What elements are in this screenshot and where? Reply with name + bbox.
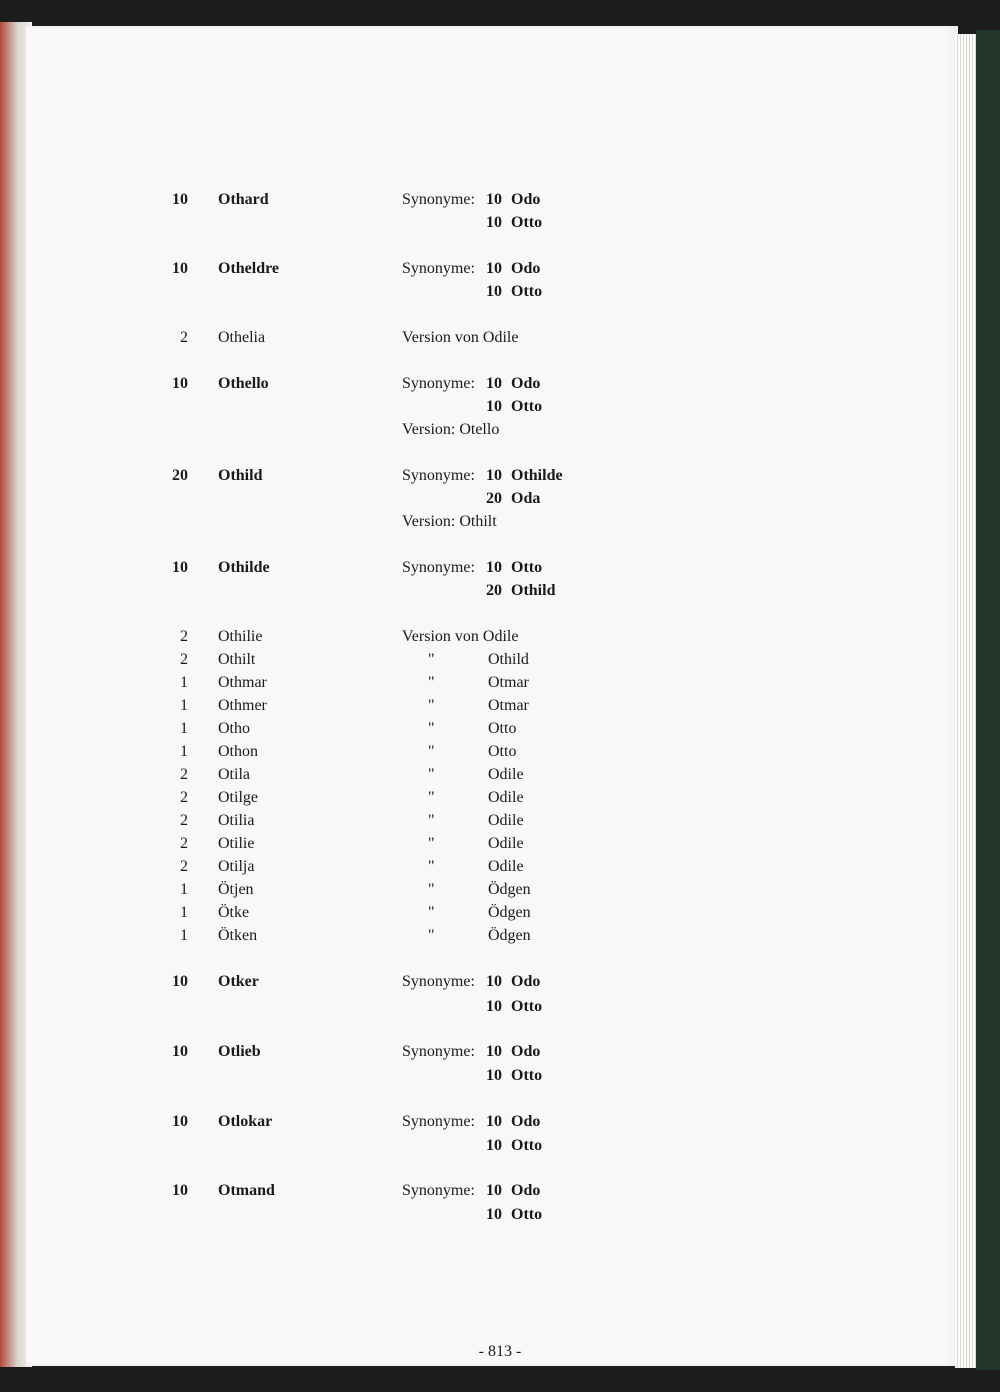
entry-row — [0, 855, 1000, 878]
entry-frequency: 2 — [180, 766, 188, 783]
entry-frequency: 10 — [172, 1043, 188, 1060]
related-frequency: 20 — [486, 582, 502, 599]
entry-label: Synonyme: — [402, 191, 475, 208]
entry-frequency: 2 — [180, 651, 188, 668]
related-frequency: 10 — [486, 1182, 502, 1199]
ditto-mark: " — [428, 858, 435, 875]
related-frequency: 10 — [486, 973, 502, 990]
entry-row — [0, 395, 1000, 418]
entry-name: Othon — [218, 743, 258, 760]
entry-name: Othmar — [218, 674, 267, 691]
entry-row — [0, 832, 1000, 855]
page-number: - 813 - — [478, 1343, 522, 1360]
entry-frequency: 10 — [172, 973, 188, 990]
entry-row — [0, 1040, 1000, 1063]
entry-name: Othmer — [218, 697, 267, 714]
related-name: Otmar — [488, 697, 529, 714]
related-name: Odile — [488, 858, 524, 875]
related-frequency: 10 — [486, 998, 502, 1015]
entry-frequency: 10 — [172, 191, 188, 208]
entry-row — [0, 694, 1000, 717]
entry-label: Synonyme: — [402, 1182, 475, 1199]
entry-row — [0, 1179, 1000, 1202]
related-name: Odile — [488, 812, 524, 829]
related-frequency: 10 — [486, 1113, 502, 1130]
related-name: Odile — [488, 766, 524, 783]
entry-name: Othilde — [218, 559, 270, 576]
related-name: Odo — [511, 1182, 541, 1199]
entry-frequency: 10 — [172, 1182, 188, 1199]
related-name: Otto — [511, 214, 543, 231]
entry-name: Otker — [218, 973, 259, 990]
entry-name: Othard — [218, 191, 269, 208]
entry-frequency: 2 — [180, 812, 188, 829]
entry-name: Othelia — [218, 329, 266, 346]
related-name: Odo — [511, 191, 541, 208]
related-name: Ödgen — [488, 904, 531, 921]
entry-row — [0, 625, 1000, 648]
entry-frequency: 2 — [180, 858, 188, 875]
entry-name: Otila — [218, 766, 250, 783]
related-name: Otto — [511, 1137, 543, 1154]
entry-frequency: 1 — [180, 904, 188, 921]
related-name: Ödgen — [488, 881, 531, 898]
entry-row — [0, 995, 1000, 1018]
ditto-mark: " — [428, 927, 435, 944]
related-name: Ödgen — [488, 927, 531, 944]
entry-frequency: 10 — [172, 559, 188, 576]
entry-row — [0, 786, 1000, 809]
ditto-mark: " — [428, 674, 435, 691]
entry-name: Othilt — [218, 651, 256, 668]
entry-row — [0, 1203, 1000, 1226]
entry-frequency: 20 — [172, 467, 188, 484]
entry-row — [0, 671, 1000, 694]
related-frequency: 10 — [486, 1206, 502, 1223]
entry-name: Otilia — [218, 812, 255, 829]
related-name: Odile — [488, 789, 524, 806]
entry-row — [0, 1064, 1000, 1087]
entry-frequency: 2 — [180, 329, 188, 346]
entry-row — [0, 510, 1000, 533]
related-frequency: 10 — [486, 1137, 502, 1154]
ditto-mark: " — [428, 812, 435, 829]
entry-name: Othello — [218, 375, 269, 392]
related-name: Odile — [488, 835, 524, 852]
entry-label: Version: Otello — [402, 421, 500, 438]
entry-frequency: 10 — [172, 260, 188, 277]
entry-label: Synonyme: — [402, 1113, 475, 1130]
entry-frequency: 10 — [172, 375, 188, 392]
entry-row — [0, 418, 1000, 441]
related-name: Otto — [511, 559, 543, 576]
related-name: Otto — [488, 720, 517, 737]
entry-label: Synonyme: — [402, 973, 475, 990]
related-frequency: 10 — [486, 467, 502, 484]
entry-row — [0, 211, 1000, 234]
entry-frequency: 1 — [180, 881, 188, 898]
related-name: Otto — [511, 998, 543, 1015]
related-frequency: 10 — [486, 1067, 502, 1084]
entry-label: Version von Odile — [402, 628, 519, 645]
related-name: Oda — [511, 490, 541, 507]
entry-row — [0, 556, 1000, 579]
related-name: Odo — [511, 375, 541, 392]
entry-row — [0, 579, 1000, 602]
related-name: Otto — [511, 398, 543, 415]
entry-label: Version von Odile — [402, 329, 519, 346]
related-frequency: 10 — [486, 283, 502, 300]
entry-row — [0, 1110, 1000, 1133]
ditto-mark: " — [428, 789, 435, 806]
entry-name: Ötke — [218, 904, 250, 921]
entry-name: Otilge — [218, 789, 258, 806]
related-name: Othild — [511, 582, 556, 599]
entry-row — [0, 878, 1000, 901]
entry-row — [0, 763, 1000, 786]
related-name: Odo — [511, 260, 541, 277]
related-frequency: 10 — [486, 375, 502, 392]
related-name: Odo — [511, 1113, 541, 1130]
related-name: Odo — [511, 973, 541, 990]
related-name: Otmar — [488, 674, 529, 691]
entry-row — [0, 740, 1000, 763]
entry-row — [0, 1134, 1000, 1157]
entry-name: Otlieb — [218, 1043, 261, 1060]
entry-name: Othilie — [218, 628, 263, 645]
related-frequency: 10 — [486, 214, 502, 231]
entry-row — [0, 809, 1000, 832]
ditto-mark: " — [428, 766, 435, 783]
related-frequency: 10 — [486, 1043, 502, 1060]
entry-label: Synonyme: — [402, 1043, 475, 1060]
entry-frequency: 1 — [180, 927, 188, 944]
entry-name: Otilja — [218, 858, 255, 875]
entry-row — [0, 717, 1000, 740]
entry-frequency: 2 — [180, 789, 188, 806]
entry-name: Otho — [218, 720, 250, 737]
entry-row — [0, 487, 1000, 510]
entry-frequency: 2 — [180, 628, 188, 645]
entry-frequency: 2 — [180, 835, 188, 852]
ditto-mark: " — [428, 835, 435, 852]
related-frequency: 10 — [486, 398, 502, 415]
entry-frequency: 1 — [180, 743, 188, 760]
entry-row — [0, 901, 1000, 924]
entry-label: Synonyme: — [402, 467, 475, 484]
related-name: Othild — [488, 651, 529, 668]
related-name: Otto — [488, 743, 517, 760]
entry-row — [0, 372, 1000, 395]
entry-row — [0, 924, 1000, 947]
entry-frequency: 10 — [172, 1113, 188, 1130]
ditto-mark: " — [428, 881, 435, 898]
entry-name: Ötken — [218, 927, 258, 944]
entry-name: Otilie — [218, 835, 255, 852]
related-name: Otto — [511, 283, 543, 300]
entry-name: Otheldre — [218, 260, 280, 277]
entry-name: Othild — [218, 467, 263, 484]
entry-name: Ötjen — [218, 881, 254, 898]
entry-frequency: 1 — [180, 720, 188, 737]
entry-row — [0, 648, 1000, 671]
entry-name: Otlokar — [218, 1113, 273, 1130]
entry-row — [0, 464, 1000, 487]
related-frequency: 10 — [486, 559, 502, 576]
related-frequency: 10 — [486, 191, 502, 208]
related-name: Otto — [511, 1206, 543, 1223]
entry-label: Version: Othilt — [402, 513, 497, 530]
related-name: Othilde — [511, 467, 563, 484]
entry-label: Synonyme: — [402, 260, 475, 277]
ditto-mark: " — [428, 904, 435, 921]
entry-frequency: 1 — [180, 697, 188, 714]
entry-label: Synonyme: — [402, 559, 475, 576]
entry-name: Otmand — [218, 1182, 275, 1199]
ditto-mark: " — [428, 651, 435, 668]
entry-row — [0, 188, 1000, 211]
related-name: Odo — [511, 1043, 541, 1060]
ditto-mark: " — [428, 720, 435, 737]
related-frequency: 10 — [486, 260, 502, 277]
ditto-mark: " — [428, 697, 435, 714]
related-frequency: 20 — [486, 490, 502, 507]
entry-label: Synonyme: — [402, 375, 475, 392]
related-name: Otto — [511, 1067, 543, 1084]
entry-frequency: 1 — [180, 674, 188, 691]
entry-row — [0, 257, 1000, 280]
entry-row — [0, 326, 1000, 349]
ditto-mark: " — [428, 743, 435, 760]
entry-row — [0, 280, 1000, 303]
entry-row — [0, 970, 1000, 993]
